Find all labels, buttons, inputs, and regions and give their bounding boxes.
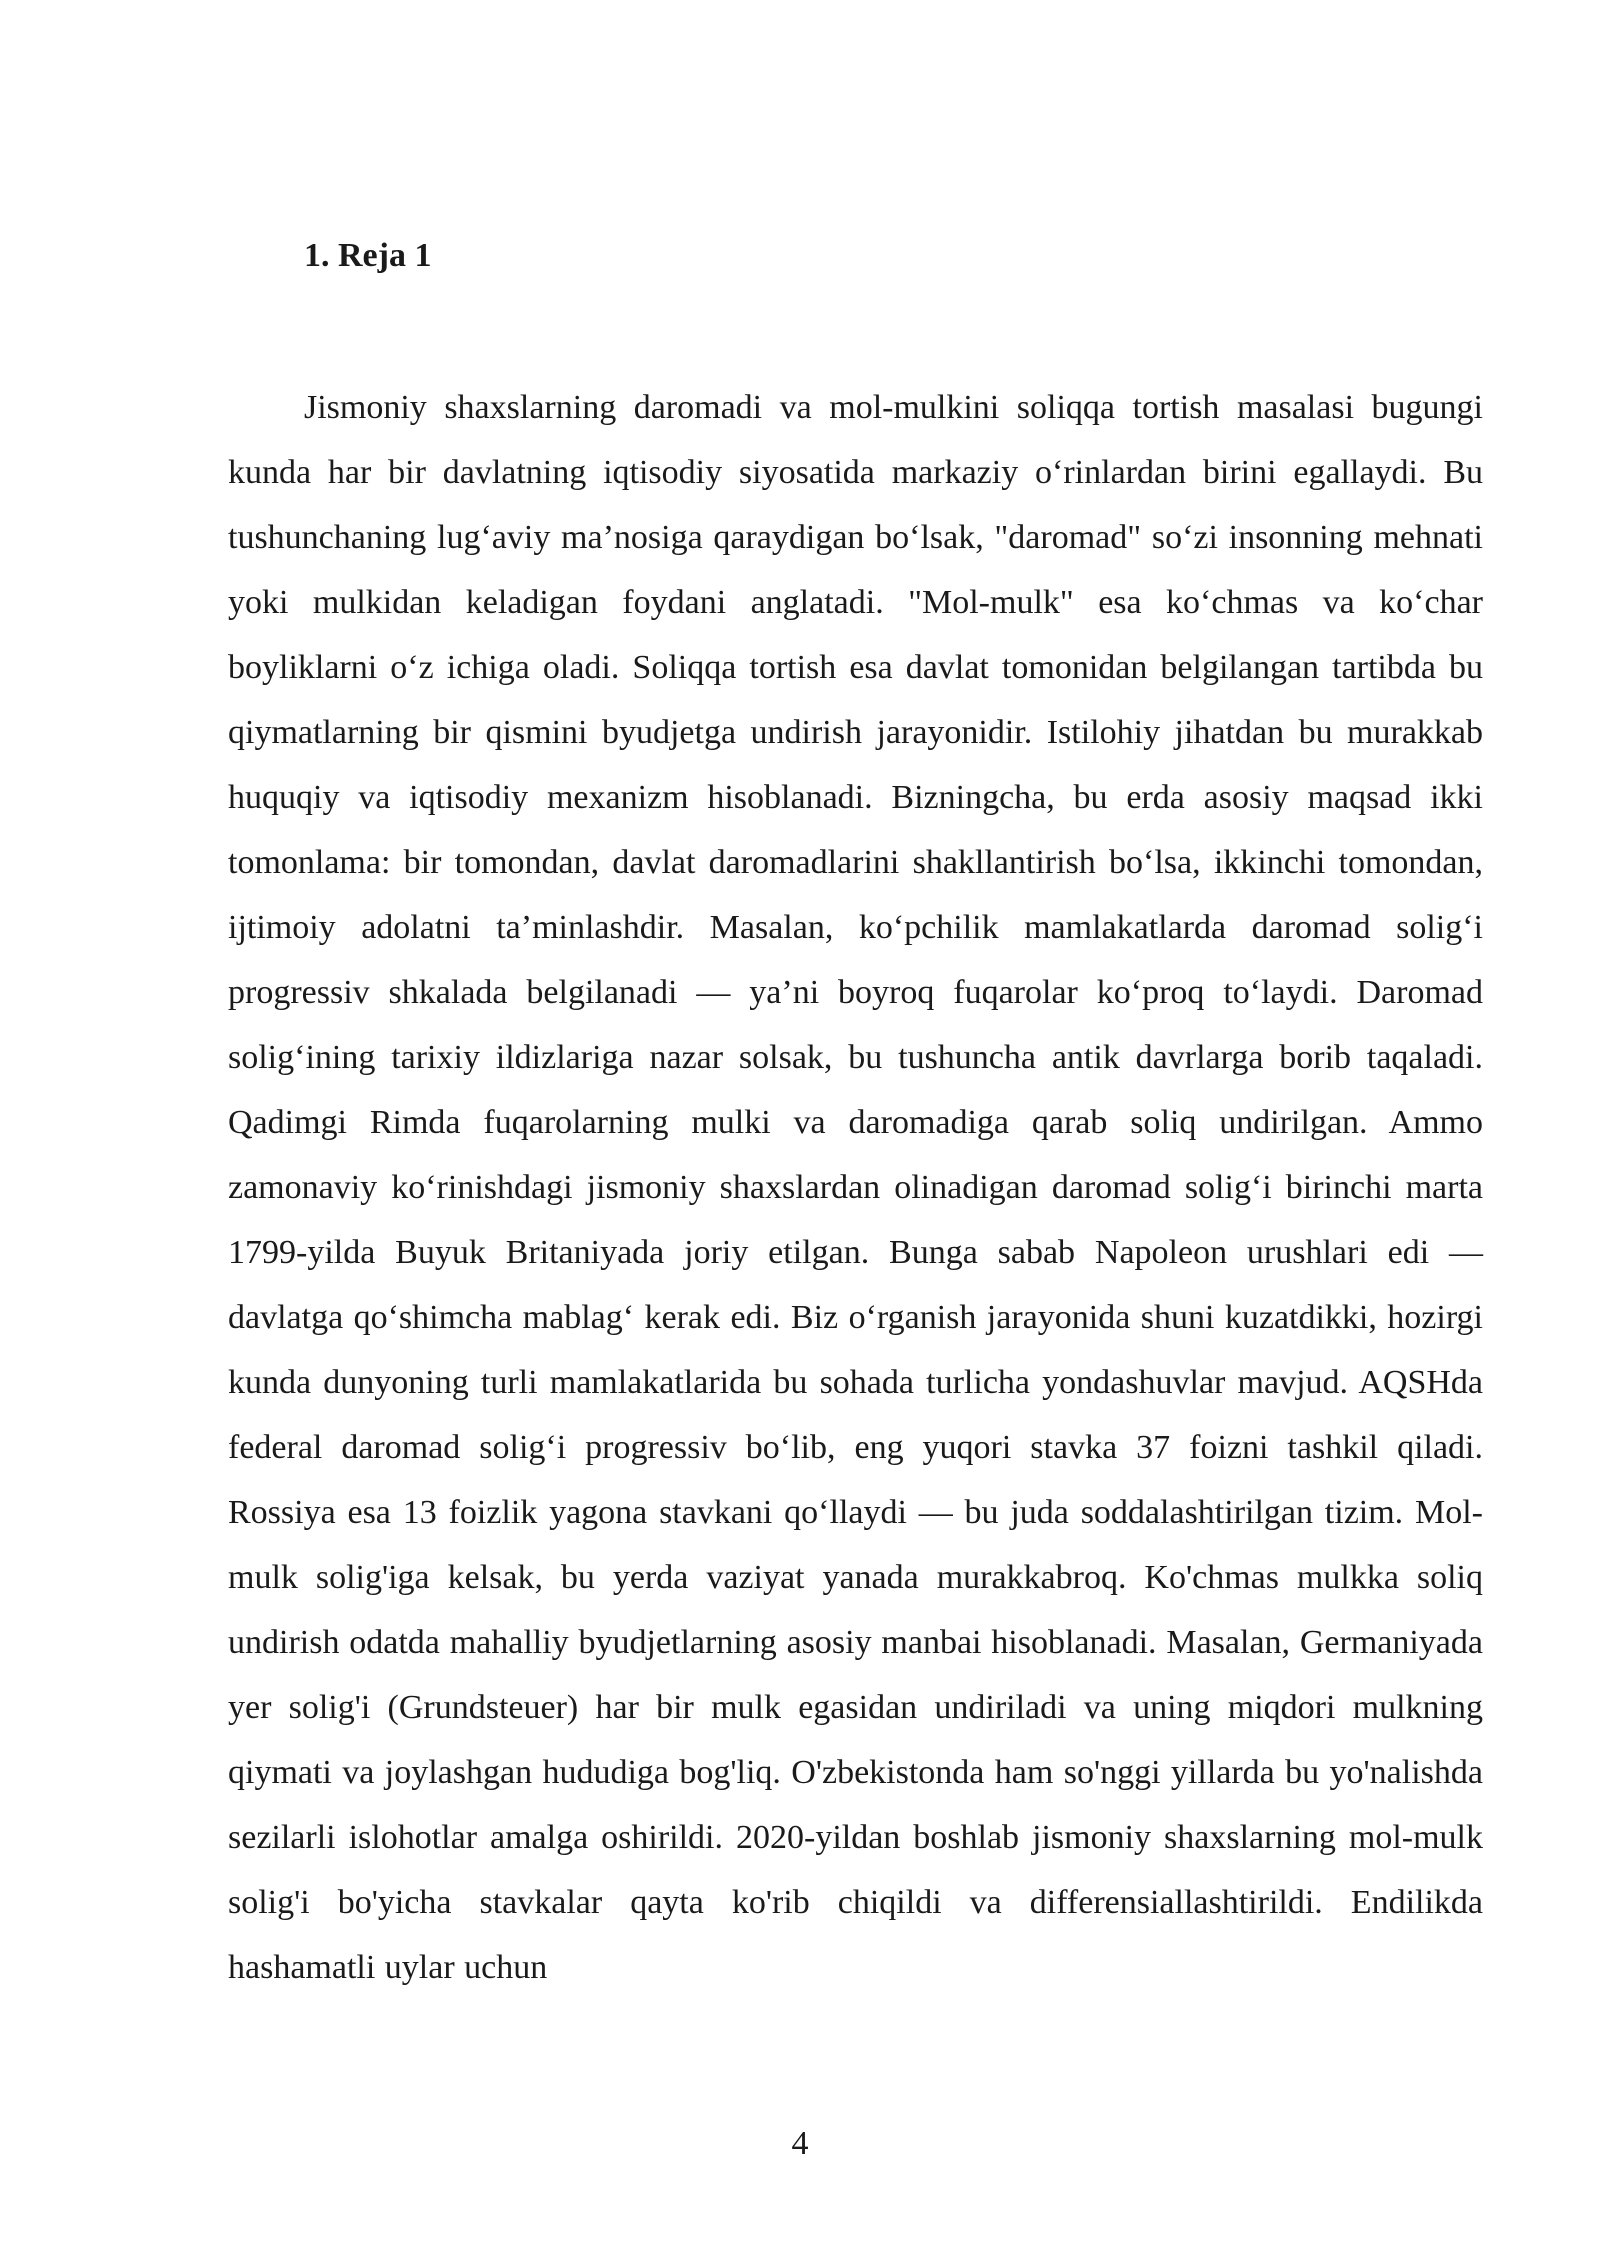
page-number: 4 xyxy=(791,2125,809,2162)
body-paragraph: Jismoniy shaxslarning daromadi va mol-mulkini soliqqa tortish masalasi bugungi kunda har bir davlatning iqtisodiy siyosatida markaziy o‘rinlardan birini egallaydi. Bu tushunchaning lug‘aviy ma’nosiga qaraydigan bo‘lsak, "daromad" so‘zi insonning mehnati yoki mulkidan keladigan foydani anglatadi. "Mol-mulk" esa ko‘chmas va ko‘char boyliklarni o‘z ichiga oladi. Soliqqa tortish esa davlat tomonidan belgilangan tartibda bu qiymatlarning bir qismini byudjetga undirish jarayonidir. Istilohiy jihatdan bu murakkab huquqiy va iqtisodiy mexanizm hisoblanadi. Bizningcha, bu erda asosiy maqsad ikki tomonlama: bir tomondan, davlat daromadlarini shakllantirish bo‘lsa, ikkinchi tomondan, ijtimoiy adolatni ta’minlashdir. Masalan, ko‘pchilik mamlakatlarda daromad solig‘i progressiv shkalada belgilanadi — ya’ni boyroq fuqarolar ko‘proq to‘laydi. Daromad solig‘ining tarixiy ildizlariga nazar solsak, bu tushuncha antik davrlarga borib taqaladi. Qadimgi Rimda fuqarolarning mulki va daromadiga qarab soliq undirilgan. Ammo zamonaviy ko‘rinishdagi jismoniy shaxslardan olinadigan daromad solig‘i birinchi marta 1799-yilda Buyuk Britaniyada joriy etilgan. Bunga sabab Napoleon urushlari edi — davlatga qo‘shimcha mablag‘ kerak edi. Biz o‘rganish jarayonida shuni kuzatdikki, hozirgi kunda dunyoning turli mamlakatlarida bu sohada turlicha yondashuvlar mavjud. AQSHda federal daromad solig‘i progressiv bo‘lib, eng yuqori stavka 37 foizni tashkil qiladi. Rossiya esa 13 foizlik yagona stavkani qo‘llaydi — bu juda soddalashtirilgan tizim. Mol-mulk solig'iga kelsak, bu yerda vaziyat yanada murakkabroq. Ko'chmas mulkka soliq undirish odatda mahalliy byudjetlarning asosiy manbai hisoblanadi. Masalan, Germaniyada yer solig'i (Grundsteuer) har bir mulk egasidan undiriladi va uning miqdori mulkning qiymati va joylashgan hududiga bog'liq. O'zbekistonda ham so'nggi yillarda bu yo'nalishda sezilarli islohotlar amalga oshirildi. 2020-yildan boshlab jismoniy shaxslarning mol-mulk solig'i bo'yicha stavkalar qayta ko'rib chiqildi va differensiallashtirildi. Endilikda hashamatli uylar uchun xyxy=(228,389,1483,1986)
section-heading: 1. Reja 1 xyxy=(304,237,432,274)
